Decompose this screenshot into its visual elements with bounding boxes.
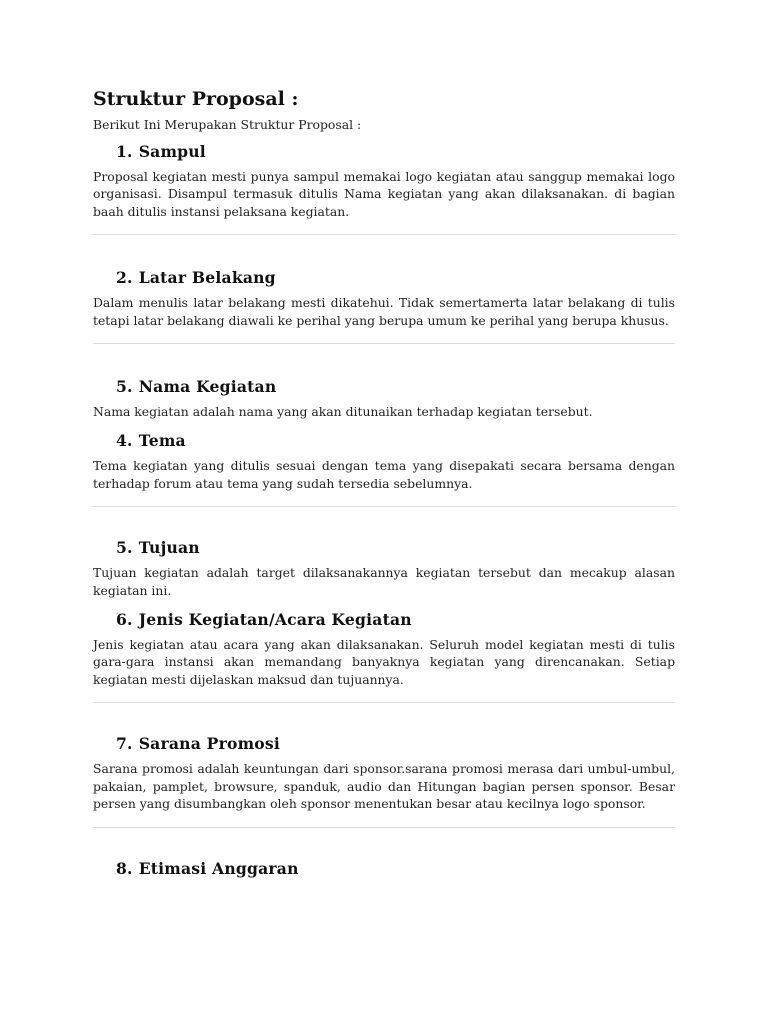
section-text: Jenis kegiatan atau acara yang akan dilaksanakan. Seluruh model kegiatan mesti di tulis gara-gara instansi akan memandang banyaknya kegiatan yang direncanakan. Setiap kegiatan mesti dijelaskan maksud dan tujuannya. xyxy=(93,637,675,687)
section-text: Tujuan kegiatan adalah target dilaksanakannya kegiatan tersebut dan mecakup alasan kegiatan ini. xyxy=(93,565,675,598)
section-title: Nama Kegiatan xyxy=(138,377,277,397)
section-number: 5. xyxy=(116,377,133,397)
intro-text: Berikut Ini Merupakan Struktur Proposal : xyxy=(93,117,362,132)
section-number: 1. xyxy=(116,142,133,161)
section-text: Nama kegiatan adalah nama yang akan ditunaikan terhadap kegiatan tersebut. xyxy=(93,404,593,420)
section-title: Sampul xyxy=(138,142,206,161)
section-title: Latar Belakang xyxy=(138,268,276,288)
section-heading xyxy=(93,376,675,398)
divider xyxy=(93,702,675,703)
section-heading xyxy=(93,430,675,452)
section-heading xyxy=(93,858,675,880)
section-text: Dalam menulis latar belakang mesti dikatehui. Tidak semertamerta latar belakang di tulis tetapi latar belakang diawali ke perihal yang berupa umum ke perihal yang berupa khusus. xyxy=(93,295,675,328)
divider xyxy=(93,506,675,507)
divider xyxy=(93,343,675,344)
section-number: 7. xyxy=(116,734,133,754)
section-text: Sarana promosi adalah keuntungan dari sponsor.sarana promosi merasa dari umbul-umbul, pakaian, pamplet, browsure, spanduk, audio dan Hitungan bagian persen sponsor. Besar persen yang disumbangkan oleh sponsor menentukan besar atau kecilnya logo sponsor. xyxy=(93,761,675,812)
section-number: 2. xyxy=(116,268,133,288)
section-heading xyxy=(93,609,675,631)
section-heading xyxy=(93,733,675,755)
section-title: Sarana Promosi xyxy=(138,734,280,754)
section-number: 5. xyxy=(116,538,133,558)
section-title: Jenis Kegiatan/Acara Kegiatan xyxy=(138,610,412,630)
section-heading xyxy=(93,141,675,163)
divider xyxy=(93,234,675,235)
section-nama-kegiatan xyxy=(93,376,675,420)
section-title: Tema xyxy=(138,431,186,451)
section-text: Tema kegiatan yang ditulis sesuai dengan tema yang disepakati secara bersama dengan terhadap forum atau tema yang sudah tersedia sebelumnya. xyxy=(93,458,675,491)
section-tema xyxy=(93,430,675,492)
section-title: Etimasi Anggaran xyxy=(138,858,299,878)
divider xyxy=(93,827,675,828)
section-etimasi-anggaran xyxy=(93,858,675,880)
document-title: Struktur Proposal : xyxy=(93,88,299,110)
section-latar-belakang xyxy=(93,267,675,329)
section-heading xyxy=(93,267,675,289)
section-number: 4. xyxy=(116,431,133,451)
section-number: 8. xyxy=(116,858,133,878)
section-jenis-kegiatan xyxy=(93,609,675,688)
document-page xyxy=(93,86,675,880)
section-text: Proposal kegiatan mesti punya sampul memakai logo kegiatan atau sanggup memakai logo organisasi. Disampul termasuk ditulis Nama kegiatan yang akan dilaksanakan. di bagian baah ditulis instansi pelaksana kegiatan. xyxy=(93,169,675,219)
section-sarana-promosi xyxy=(93,733,675,812)
section-number: 6. xyxy=(116,610,133,630)
section-tujuan xyxy=(93,537,675,599)
section-heading xyxy=(93,537,675,559)
section-title: Tujuan xyxy=(138,538,200,558)
section-sampul xyxy=(93,141,675,220)
